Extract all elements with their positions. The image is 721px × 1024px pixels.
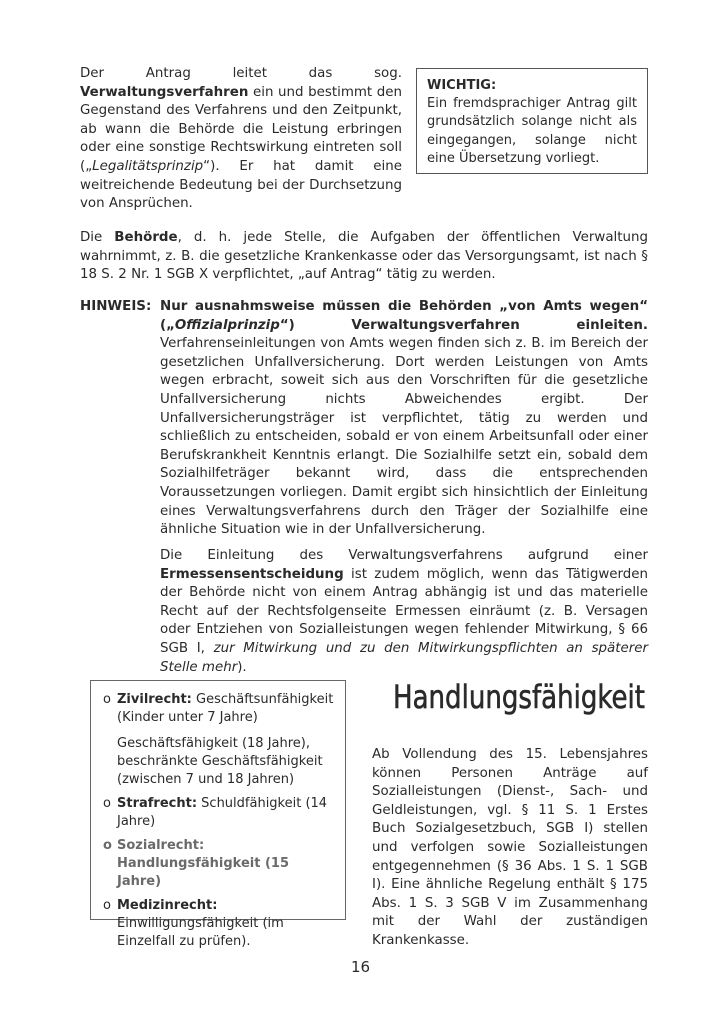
term-ermessensentscheidung: Ermessensentscheidung <box>160 566 344 582</box>
behoerde-text-2: , d. h. jede Stelle, die Aufgaben der öffentlichen Verwaltung wahrnimmt, z. B. die gesetzliche Krankenkasse oder das Versorgungsamt, ist nach § 18 S. 2 Nr. 1 SGB X verpflichtet, „auf Antrag“ tätig zu werden. <box>80 230 648 283</box>
list-item-strafrecht <box>103 795 337 831</box>
wichtig-title: WICHTIG: <box>427 78 497 93</box>
field-label: Sozialrecht: Handlungsfähigkeit (15 Jahre) <box>117 838 290 889</box>
field-label: Medizinrecht: <box>117 898 218 913</box>
hinweis-paragraph-1 <box>160 298 648 540</box>
field-text: Schuldfähigkeit (14 Jahre) <box>117 796 328 829</box>
term-verwaltungsverfahren: Verwaltungsverfahren <box>80 84 249 100</box>
field-subtext: Geschäftsfähigkeit (18 Jahre), beschränkte Geschäftsfähigkeit (zwischen 7 und 18 Jahren) <box>117 736 323 787</box>
bullet-icon: o <box>103 692 111 707</box>
hinweis2-text-1: Die Einleitung des Verwaltungsverfahrens aufgrund einer <box>160 548 648 563</box>
hinweis-bold-1: Nur ausnahmsweise müssen die Behörden „von Amts wegen“ („ <box>160 299 648 333</box>
term-behoerde: Behörde <box>114 230 178 245</box>
bullet-icon: o <box>103 898 111 913</box>
behoerde-paragraph <box>80 229 648 285</box>
hinweis2-text-3: ). <box>237 659 247 675</box>
field-label: Strafrecht: <box>117 796 198 811</box>
list-item-medizinrecht <box>103 897 337 951</box>
behoerde-text-1: Die <box>80 230 115 245</box>
term-offizialprinzip: Offizialprinzip <box>174 317 280 333</box>
handlungsfaehigkeit-title: Handlungsfähigkeit <box>393 678 645 716</box>
field-label: Zivilrecht: <box>117 692 192 707</box>
bullet-icon: o <box>103 796 111 811</box>
list-item-sozialrecht <box>103 837 337 891</box>
hinweis-paragraph-2 <box>160 547 648 677</box>
hinweis-text-1: Verfahrenseinleitungen von Amts wegen finden sich z. B. im Bereich der gesetzlichen Unfallversicherung. Dort werden Leistungen von Amts wegen erbracht, soweit sich aus den Vorschriften für die gesetzliche Unfallversicherung nichts Abweichendes ergibt. Der Unfallversicherungsträger ist verpflichtet, tätig zu werden und schließlich zu entscheiden, sobald er von einem Arbeitsunfall oder einer Berufskrankheit Kenntnis erlangt. Die Sozialhilfe setzt ein, sobald dem Sozialhilfeträger bekannt wird, dass die entsprechenden Voraussetzungen vorliegen. Damit ergibt sich hinsichtlich der Einleitung eines Verwaltungsverfahrens durch den Träger der Sozialhilfe eine ähnliche Situation wie in der Unfallversicherung. <box>160 336 648 538</box>
wichtig-box <box>416 68 648 174</box>
hinweis2-italic: zur Mitwirkung und zu den Mitwirkungspflichten an späterer Stelle mehr <box>160 640 648 675</box>
bullet-icon: o <box>103 838 112 853</box>
intro-paragraph <box>80 65 402 214</box>
handlungsfaehigkeit-text: Ab Vollendung des 15. Lebensjahres können Personen Anträge auf Sozialleistungen (Dienst-, Sach- und Geldleistungen, vgl. § 11 S. 1 Erstes Buch Sozialgesetzbuch, SGB I) stellen und verfolgen sowie Sozialleistungen entgegennehmen (§ 36 Abs. 1 S. 1 SGB I). Eine ähnliche Regelung enthält § 175 Abs. 1 S. 3 SGB V im Zusammenhang mit der Wahl der zuständigen Krankenkasse. <box>372 747 648 948</box>
intro-text-2: ein und bestimmt den Gegenstand des Verfahrens und den Zeitpunkt, ab wann die Behörde die Leistung erbringen oder eine sonstige Rechtswirkung eintreten soll („ <box>80 84 402 174</box>
hinweis2-text-2: ist zudem möglich, wenn das Tätigwerden der Behörde nicht von einem Antrag abhängig ist und das materielle Recht auf der Rechtsfolgenseite Ermessen einräumt (z. B. Versagen oder Entziehen von Sozialleistungen wegen fehlender Mitwirkung, § 66 SGB I, <box>160 566 648 656</box>
term-legalitaetsprinzip: Legalitätsprinzip <box>92 158 204 174</box>
list-item-zivilrecht <box>103 691 337 789</box>
handlungsfaehigkeit-heading <box>388 672 650 722</box>
wichtig-text: Ein fremdsprachiger Antrag gilt grundsätzlich solange nicht als eingegangen, solange nicht eine Übersetzung vorliegt. <box>427 96 637 166</box>
intro-text-3: “). Er hat damit eine weitreichende Bedeutung bei der Durchsetzung von Ansprüchen. <box>80 158 402 212</box>
hinweis-label: HINWEIS: <box>80 299 152 314</box>
page-number: 16 <box>350 958 371 976</box>
intro-text-1: Der Antrag leitet das sog. <box>80 66 402 81</box>
hinweis-bold-2: “) Verwaltungsverfahren einleiten. <box>279 317 648 333</box>
rechtsgebiete-box <box>90 680 346 949</box>
field-text: Einwilligungsfähigkeit (im Einzelfall zu prüfen). <box>117 916 284 949</box>
field-text: Geschäftsunfähigkeit (Kinder unter 7 Jahre) <box>117 692 334 725</box>
